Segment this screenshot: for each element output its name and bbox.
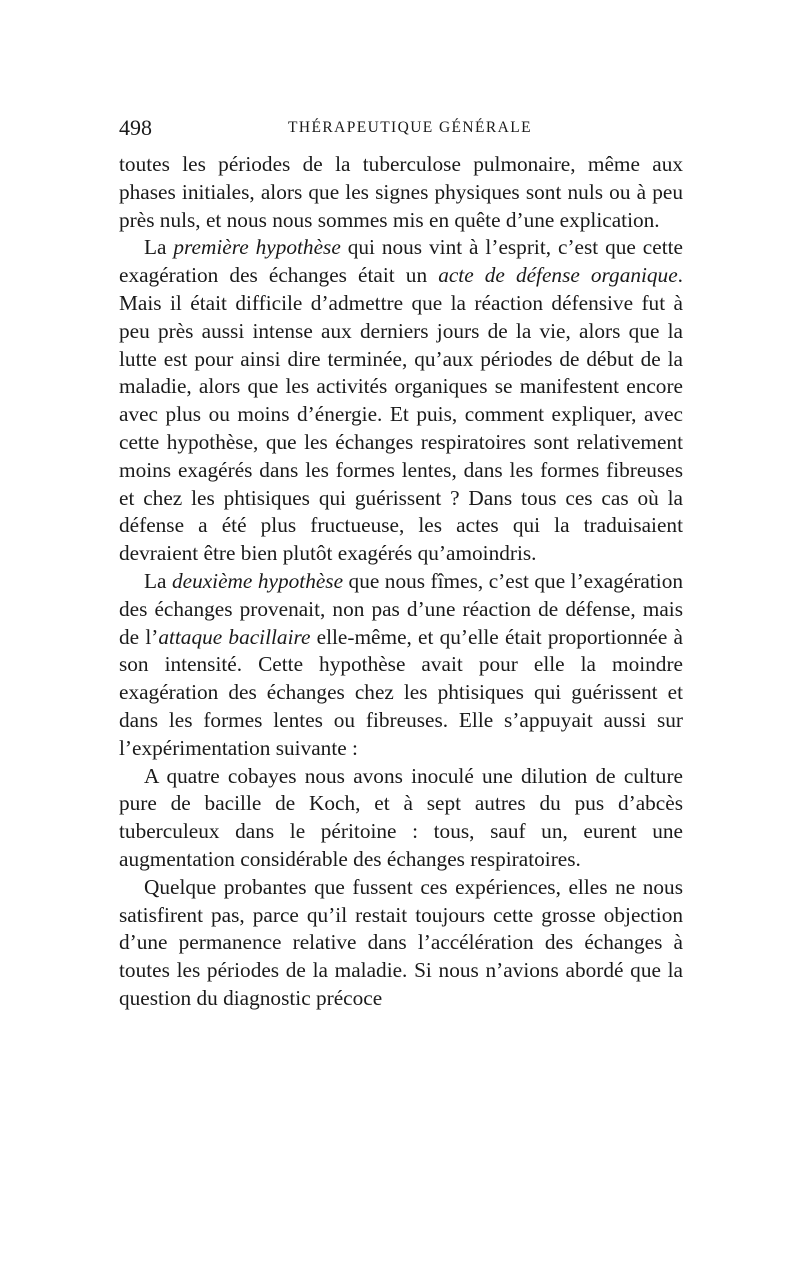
text-segment: . Mais il était difficile d’admettre que la réaction défensive fut à peu près aussi intense aux derniers jours de la vie, alors que la lutte est pour ainsi dire terminée, qu’aux périodes de début de la maladie, alors que les activités organiques se manifestent encore avec plus ou moins d’énergie. Et puis, comment expliquer, avec cette hypothèse, que les échanges respiratoires sont relativement moins exagérés dans les formes lentes, dans les formes fibreuses et chez les phtisiques qui guérissent ? Dans tous ces cas où la défense a été plus fructueuse, les actes qui la traduisaient devraient être bien plutôt exagérés qu’amoindris. — [119, 263, 683, 566]
text-segment: A quatre cobayes nous avons inoculé une dilution de culture pure de bacille de Koch, et à sept autres du pus d’abcès tuberculeux dans le péritoine : tous, sauf un, eurent une augmentation considérable des échanges respiratoires. — [119, 763, 683, 871]
text-segment: toutes les périodes de la tuberculose pulmonaire, même aux phases initiales, alors que les signes physiques sont nuls ou à peu près nuls, et nous nous sommes mis en quête d’une explication. — [119, 152, 683, 232]
paragraph — [119, 234, 683, 568]
text-segment: Quelque probantes que fussent ces expériences, elles ne nous satisfirent pas, parce qu’il restait toujours cette grosse objection d’une permanence relative dans l’accélération des échanges à toutes les périodes de la maladie. Si nous n’avions abordé que la question du diagnostic précoce — [119, 874, 683, 1010]
text-segment: La — [144, 235, 174, 260]
text-segment: La — [144, 568, 172, 593]
paragraph — [119, 763, 683, 874]
paragraph — [119, 874, 683, 1013]
text-segment: elle-même, et qu’elle était proportionnée à son intensité. Cette hypothèse avait pour elle la moindre exagération des échanges chez les phtisiques qui guérissent et dans les formes lentes ou fibreuses. Elle s’appuyait aussi sur l’expérimentation suivante : — [119, 624, 683, 760]
running-head: THÉRAPEUTIQUE GÉNÉRALE — [288, 119, 532, 136]
text-segment: que nous fîmes, c’est que l’exagération des échanges provenait, non pas d’une réaction de défense, mais de l’ — [119, 568, 683, 649]
body-text — [119, 151, 683, 1013]
italic-phrase: acte de défense organique — [438, 263, 678, 288]
paragraph — [119, 568, 683, 763]
italic-phrase: attaque bacillaire — [158, 624, 311, 649]
page-header — [119, 110, 683, 146]
paragraph — [119, 151, 683, 234]
italic-phrase: première hypothèse — [173, 235, 341, 260]
page-number: 498 — [119, 115, 152, 140]
italic-phrase: deuxième hypothèse — [171, 568, 344, 593]
text-segment: qui nous vint à l’esprit, c’est que cette exagération des échanges était un — [119, 235, 683, 288]
